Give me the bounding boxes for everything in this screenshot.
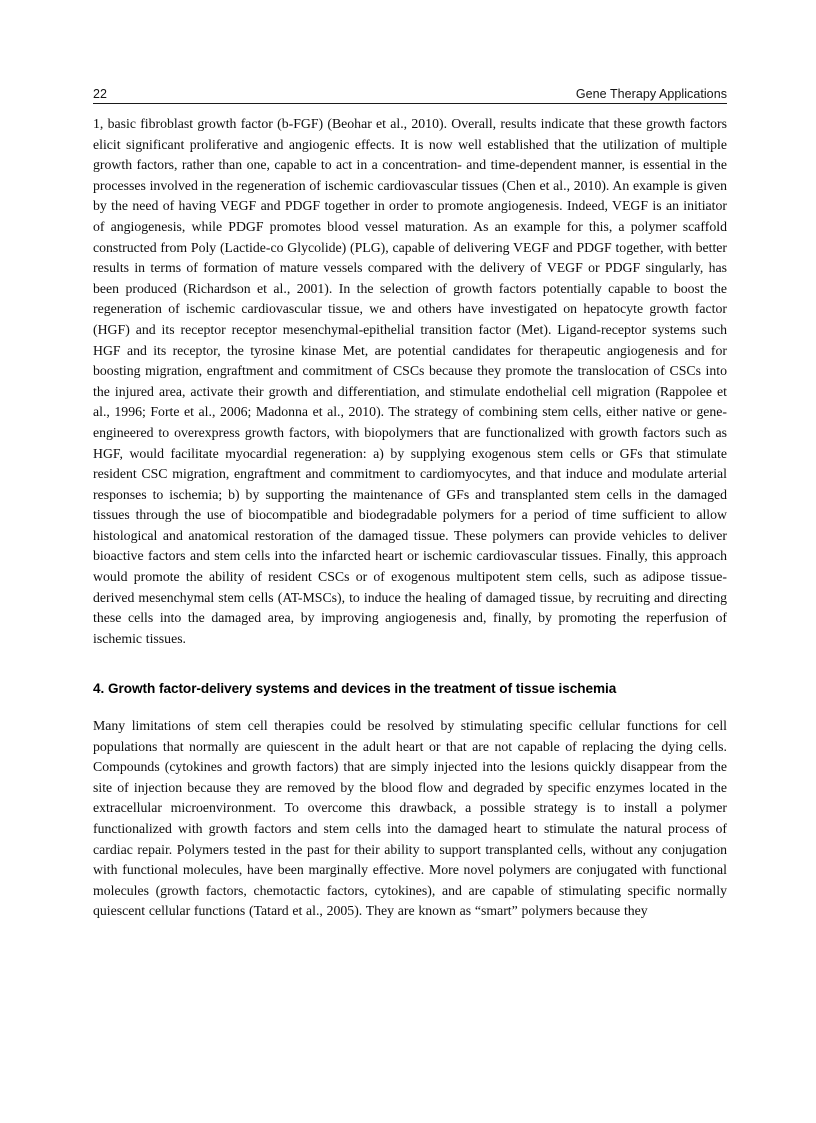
spacer-after-heading: [93, 699, 727, 716]
running-head: [93, 82, 727, 104]
body-paragraph-2: Many limitations of stem cell therapies could be resolved by stimulating specific cellular functions for cell populations that normally are quiescent in the adult heart or that are not capable of replacing the dying cells. Compounds (cytokines and growth factors) that are simply injected into the lesions quickly disappear from the site of injection because they are removed by the blood flow and degraded by specific enzymes located in the extracellular microenvironment. To overcome this drawback, a possible strategy is to install a polymer functionalized with growth factors and stem cells into the damaged heart to stimulate the natural process of cardiac repair. Polymers tested in the past for their ability to support transplanted cells, without any conjugation with functional molecules, have been marginally effective. More novel polymers are conjugated with functional molecules (growth factors, chemotactic factors, cytokines), and are capable of stimulating specific normally quiescent cellular functions (Tatard et al., 2005). They are known as “smart” polymers because they: [93, 717, 727, 919]
body-paragraph-1: 1, basic fibroblast growth factor (b-FGF) (Beohar et al., 2010). Overall, results indicate that these growth factors elicit significant proliferative and angiogenic effects. It is now well established that the utilization of multiple growth factors, rather than one, capable to act in a concentration- and time-dependent manner, is essential in the processes involved in the regeneration of ischemic cardiovascular tissues (Chen et al., 2010). An example is given by the need of having VEGF and PDGF together in order to promote angiogenesis. Indeed, VEGF is an initiator of angiogenesis, while PDGF promotes blood vessel maturation. As an example for this, a polymer scaffold constructed from Poly (Lactide-co Glycolide) (PLG), capable of delivering VEGF and PDGF together, with better results in terms of formation of mature vessels compared with the delivery of VEGF or PDGF singularly, has been produced (Richardson et al., 2001). In the selection of growth factors potentially capable to boost the regeneration of ischemic cardiovascular tissue, we and others have investigated on hepatocyte growth factor (HGF) and its receptor receptor mesenchymal-epithelial transition factor (Met). Ligand-receptor systems such HGF and its receptor, the tyrosine kinase Met, are potential candidates for therapeutic angiogenesis and for boosting migration, engraftment and commitment of CSCs because they promote the translocation of CSCs into the injured area, activate their growth and differentiation, and stimulate endothelial cell migration (Rappolee et al., 1996; Forte et al., 2006; Madonna et al., 2010). The strategy of combining stem cells, either native or gene-engineered to overexpress growth factors, with biopolymers that are functionalized with growth factors such as HGF, would facilitate myocardial regeneration: a) by supplying exogenous stem cells or GFs that stimulate resident CSC migration, engraftment and commitment to cardiomyocytes, and that induce and modulate arterial responses to ischemia; b) by supporting the maintenance of GFs and transplanted stem cells in the damaged tissues through the use of biocompatible and biodegradable polymers for a period of time sufficient to allow histological and anatomical restoration of the damaged tissue. These polymers can provide vehicles to deliver bioactive factors and stem cells into the infarcted heart or ischemic cardiovascular tissues. Finally, this approach would promote the ability of resident CSCs or of exogenous multipotent stem cells, such as adipose tissue-derived mesenchymal stem cells (AT-MSCs), to induce the healing of damaged tissue, by recruiting and directing these cells into the damaged area, by improving angiogenesis and, finally, by promoting the reperfusion of ischemic tissues.: [93, 116, 727, 646]
section-heading-4: 4. Growth factor-delivery systems and devices in the treatment of tissue ischemia: [93, 681, 617, 697]
running-head-title: Gene Therapy Applications: [575, 87, 727, 101]
text-column: [93, 114, 727, 922]
spacer-before-heading: [93, 649, 727, 679]
page-number: 22: [93, 87, 108, 101]
